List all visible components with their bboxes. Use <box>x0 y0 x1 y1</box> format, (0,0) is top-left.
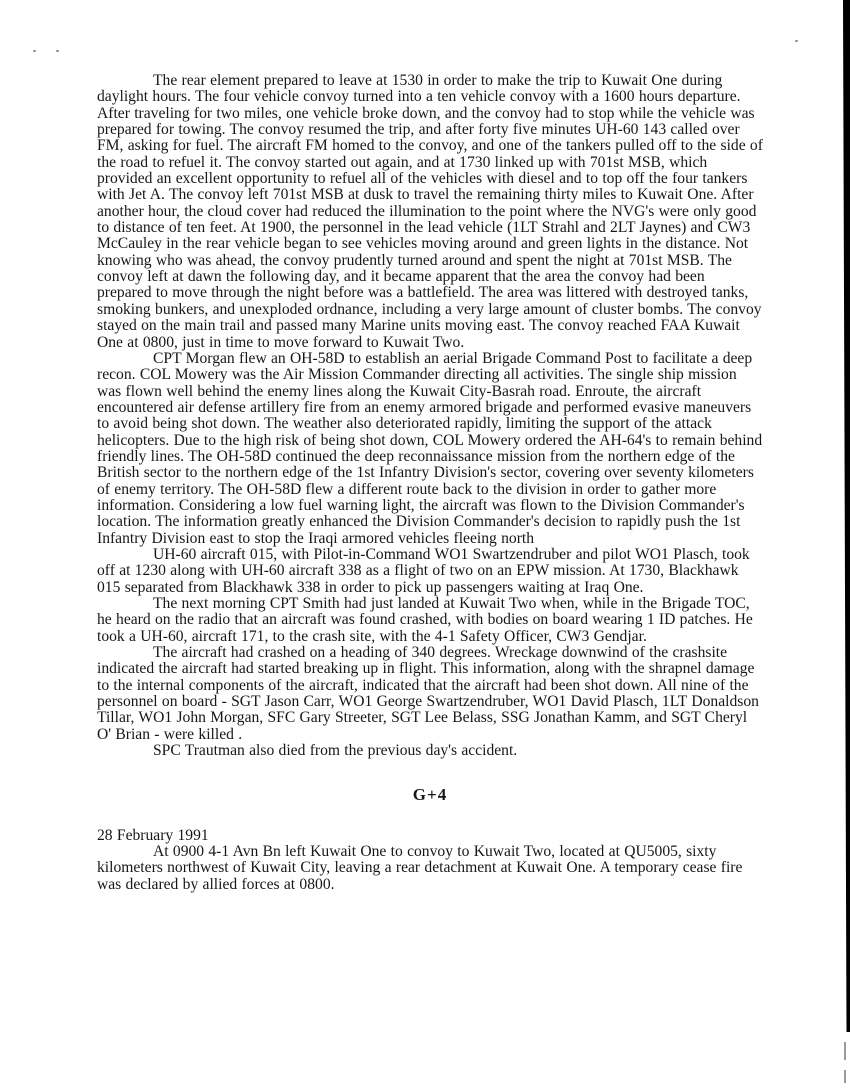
scan-edge-bar-shape <box>843 0 850 1032</box>
scan-speck <box>795 40 798 42</box>
report-paragraphs-top <box>97 73 763 759</box>
date-line: 28 February 1991 <box>97 826 209 844</box>
report-paragraph: UH-60 aircraft 015, with Pilot-in-Command WO1 Swartzendruber and pilot WO1 Plasch, took off at 1230 along with UH-60 aircraft 338 as a flight of two on an EPW mission. At 1730, Blackhawk 015 separated from Blackhawk 338 in order to pick up passengers waiting at Iraq One. <box>97 545 750 596</box>
report-body <box>97 73 763 893</box>
scan-speck <box>56 50 59 52</box>
report-paragraphs-bottom <box>97 844 763 893</box>
report-paragraph: The next morning CPT Smith had just landed at Kuwait Two when, while in the Brigade TOC, he heard on the radio that an aircraft was found crashed, with bodies on board wearing 1 ID patches. He took a UH-60, aircraft 171, to the crash site, with the 4-1 Safety Officer, CW3 Gendjar. <box>97 595 753 645</box>
scan-dash <box>844 1070 846 1083</box>
report-paragraph: CPT Morgan flew an OH-58D to establish an aerial Brigade Command Post to facilitate a deep recon. COL Mowery was the Air Mission Commander directing all activities. The single ship mission was flown well behind the enemy lines along the Kuwait City-Basrah road. Enroute, the aircraft encountered air defense artillery fire from an enemy armored brigade and performed evasive maneuvers to avoid being shot down. The weather also deteriorated rapidly, limiting the support of the attack helicopters. Due to the high risk of being shot down, COL Mowery ordered the AH-64's to remain behind friendly lines. The OH-58D continued the deep reconnaissance mission from the northern edge of the British sector to the northern edge of the 1st Infantry Division's sector, covering over seventy kilometers of enemy territory. The OH-58D flew a different route back to the division in order to gather more information. Considering a low fuel warning light, the aircraft was flown to the Division Commander's location. The information greatly enhanced the Division Commander's decision to rapidly push the 1st Infantry Division east to stop the Iraqi armored vehicles fleeing north <box>97 349 763 547</box>
report-paragraph: The rear element prepared to leave at 1530 in order to make the trip to Kuwait One during daylight hours. The four vehicle convoy turned into a ten vehicle convoy with a 1600 hours departure. After traveling for two miles, one vehicle broke down, and the convoy had to stop while the vehicle was prepared for towing. The convoy resumed the trip, and after forty five minutes UH-60 143 called over FM, asking for fuel. The aircraft FM homed to the convoy, and one of the tankers pulled off to the side of the road to refuel it. The convoy started out again, and at 1730 linked up with 701st MSB, which provided an excellent opportunity to refuel all of the vehicles with diesel and to top off the four tankers with Jet A. The convoy left 701st MSB at dusk to travel the remaining thirty miles to Kuwait One. After another hour, the cloud cover had reduced the illumination to the point where the NVG's were only good to distance of ten feet. At 1900, the personnel in the lead vehicle (1LT Strahl and 2LT Jaynes) and CW3 McCauley in the rear vehicle began to see vehicles moving around and green lights in the distance. Not knowing who was ahead, the convoy prudently turned around and spent the night at 701st MSB. The convoy left at dawn the following day, and it became apparent that the area the convoy had been prepared to move through the night before was a battlefield. The area was littered with destroyed tanks, smoking bunkers, and unexploded ordnance, including a very large amount of cluster bombs. The convoy stayed on the main trail and passed many Marine units moving east. The convoy reached FAA Kuwait One at 0800, just in time to move forward to Kuwait Two. <box>97 72 763 351</box>
report-paragraph: SPC Trautman also died from the previous day's accident. <box>153 742 518 760</box>
report-paragraph: At 0900 4-1 Avn Bn left Kuwait One to convoy to Kuwait Two, located at QU5005, sixty kilometers northwest of Kuwait City, leaving a rear detachment at Kuwait One. A temporary cease fire was declared by allied forces at 0800. <box>97 843 743 893</box>
section-heading-g-plus-4: G+4 <box>412 785 448 805</box>
report-paragraph: The aircraft had crashed on a heading of 340 degrees. Wreckage downwind of the crashsite indicated the aircraft had started breaking up in flight. This information, along with the shrapnel damage to the internal components of the aircraft, indicated that the aircraft had been shot down. All nine of the personnel on board - SGT Jason Carr, WO1 George Swartzendruber, WO1 David Plasch, 1LT Donaldson Tillar, WO1 John Morgan, SFC Gary Streeter, SGT Lee Belass, SSG Jonathan Kamm, and SGT Cheryl O' Brian - were killed . <box>97 644 759 743</box>
scan-edge-artifact <box>842 0 850 1091</box>
scan-dash <box>844 1042 846 1060</box>
scan-speck <box>33 50 36 52</box>
